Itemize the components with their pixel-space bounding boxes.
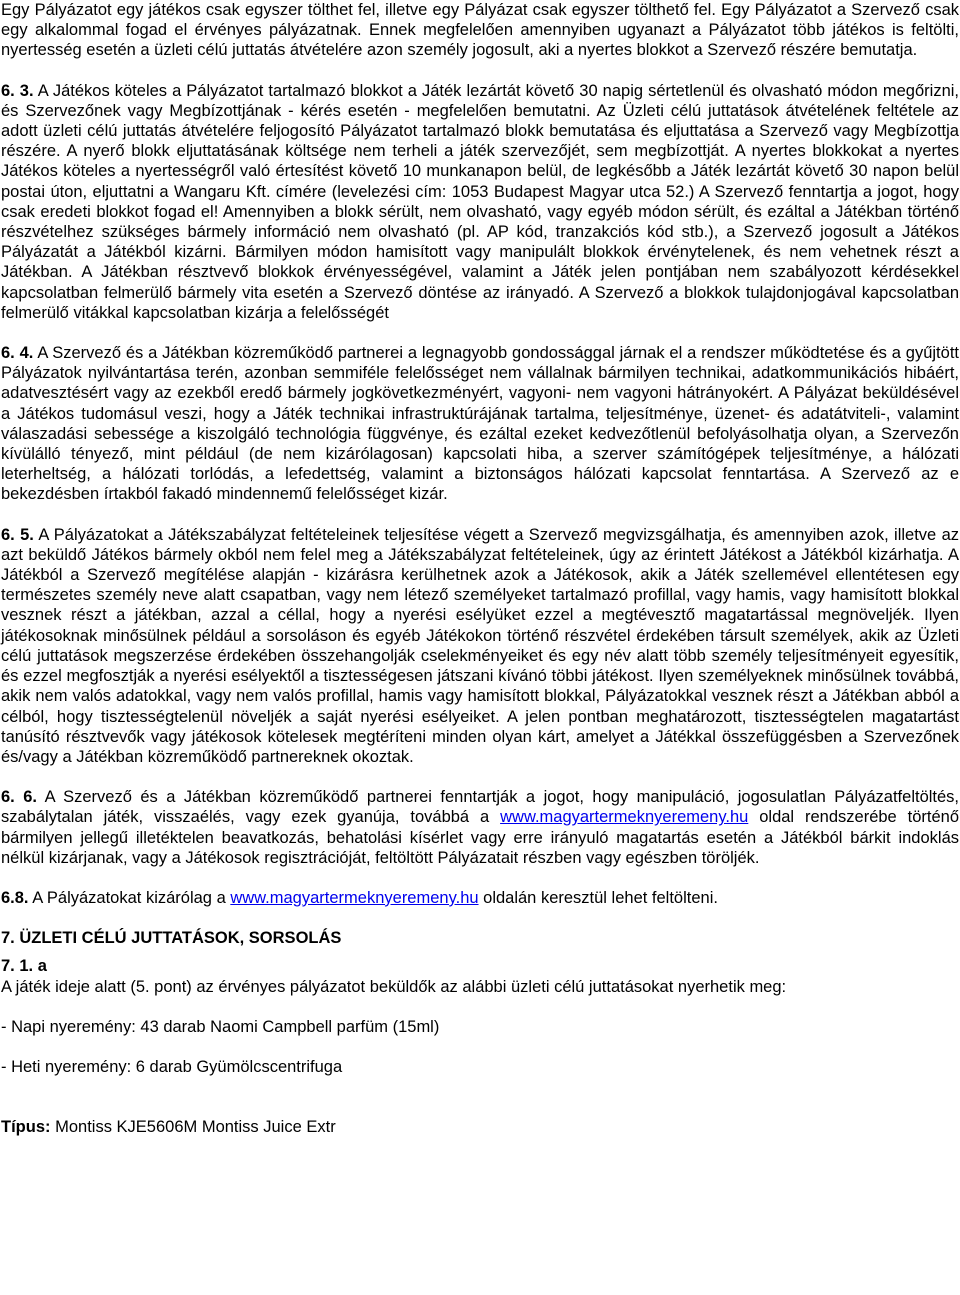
section-text: A Szervező és a Játékban közreműködő partnerei a legnagyobb gondossággal járnak el a rendszer működtetése és a gyűjtött Pályázatok nyilvántartása terén, azonban semmiféle felelősséget nem vállalnak bármilyen technikai, adatkommunikációs hibáért, adatvesztésért vagy az ezekből eredő bármely jogkövetkezményért, vagyoni- nem vagyoni hátrányokért. A Pályázat beküldésével a Játékos tudomásul veszi, hogy a Játék technikai infrastruktúrájának tartalma, teljesítménye, üzenet- és adatátviteli-, valamint válaszadási sebessége a kiszolgáló technológia függvénye, és ezáltal ezeket kedvezőtlenül befolyásolhatja olyan, a Szervezőn kívülálló tényező, mint például (de nem kizárólagosan) kapcsolati hiba, a szerver számítógépek teljesítménye, a hálózati leterheltség, a hálózati torlódás, a lefedettség, valamint a biztonságos hálózati kapcsolat fenntartása. A Szervező az e bekezdésben írtakból fakadó mindennemű felelősséget kizár. bbox=[1, 344, 959, 504]
intro-paragraph: Egy Pályázatot egy játékos csak egyszer tölthet fel, illetve egy Pályázat csak egyszer tölthető fel. Egy Pályázatot a Szervező csak egy alkalommal fogad el érvényes pályázatnak. Ennek megfelelően amennyiben ugyanazt a Pályázatot több játékos is feltölti, nyertesség esetén a üzleti célú juttatás átvételére azon személy jogosult, aki a nyertes blokkot a Szervező részére bemutatja. bbox=[1, 1, 959, 60]
section-number: 6.8. bbox=[1, 888, 29, 907]
spacer bbox=[1, 61, 959, 81]
section-number: 6. 4. bbox=[1, 344, 34, 363]
section-text-after: oldal rendszerébe történő bármilyen jellegű illetéktelen beavatkozás, behatolási kísérlet vagy erre irányuló magatartás esetén a Játékból bárkit indoklás nélkül kizárjanak, vagy a Játékosok regisztrációját, feltöltött Pályázatait részben vagy egészben töröljék. bbox=[1, 808, 960, 867]
section-text-after: oldalán keresztül lehet feltölteni. bbox=[483, 888, 718, 907]
section-6-8 bbox=[1, 888, 959, 908]
section-text-before: A Szervező és a Játékban közreműködő partnerei fenntartják a jogot, hogy manipuláció, jogosulatlan Pályázatfeltöltés, szabálytalan játék, visszaélés, vagy ezek gyanúja, továbbá a bbox=[1, 788, 960, 827]
spacer bbox=[1, 505, 959, 525]
type-label: Típus: bbox=[1, 1118, 51, 1137]
website-link[interactable]: www.magyartermeknyeremeny.hu bbox=[230, 888, 479, 907]
section-text-before: A Pályázatokat kizárólag a bbox=[32, 888, 226, 907]
spacer bbox=[1, 323, 959, 343]
section-text: A Pályázatokat a Játékszabályzat feltételeinek teljesítése végett a Szervező megvizsgálhatja, és amennyiben azok, illetve az azt beküldő Játékos bármely okból nem felel meg a Játékszabályzat feltételeinek, úgy az érintett Játékost a Játékból kizárhatja. A Játékból a Szervező megítélése alapján - kizárásra kerülhetnek azok a Játékosok, akik a Játék szellemével ellentétesen egy természetes személy neve alatt csapatban, vagy nem létező személyeket tartalmazó profillal, vagy hamis, vagy hamisított blokkal vesznek részt a játékban, azzal a céllal, hogy a nyerési esélyüket ezzel a megtévesztő magatartással megnöveljék. Ilyen játékosoknak minősülnek például a sorsoláson és egyéb Játékokon történő részvétel érdekében társult személyek, akik az Üzleti célú juttatások megszerzése érdekében összehangolják cselekményeiket és egy név alatt több személy teljesítményeit egyesítik, és ezzel megfosztják a nyerési esélyektől a tisztességesen játszani kívánó többi játékost. Ilyen személyeknek minősülnek továbbá, akik nem valós adatokkal, vagy nem valós profillal, hamis vagy hamisított blokkal, Pályázatokkal vesznek részt a Játékban abból a célból, hogy tisztességtelenül növeljék a saját nyerési esélyeiket. A jelen pontban meghatározott, tisztességtelen magatartást tanúsító résztvevők vagy játékosok kötelesek megtéríteni minden olyan kárt, amelyet a Játékkal összefüggésben a Szervezőnek és/vagy a Játékban közreműködő partnereknek okoztak. bbox=[1, 525, 959, 766]
spacer bbox=[1, 767, 959, 787]
spacer bbox=[1, 1037, 959, 1057]
website-link[interactable]: www.magyartermeknyeremeny.hu bbox=[500, 808, 749, 827]
section-6-3 bbox=[1, 81, 959, 323]
spacer bbox=[1, 868, 959, 888]
spacer bbox=[1, 908, 959, 928]
spacer bbox=[1, 1077, 959, 1117]
section-number: 6. 6. bbox=[1, 788, 37, 807]
subsection-7-1-text: A játék ideje alatt (5. pont) az érvényes pályázatot beküldők az alábbi üzleti célú juttatásokat nyerhetik meg: bbox=[1, 977, 787, 996]
prize-daily: - Napi nyeremény: 43 darab Naomi Campbell parfüm (15ml) bbox=[1, 1017, 440, 1036]
prize-weekly: - Heti nyeremény: 6 darab Gyümölcscentrifuga bbox=[1, 1057, 343, 1076]
section-number: 6. 5. bbox=[1, 525, 34, 544]
spacer bbox=[1, 948, 959, 956]
section-6-4 bbox=[1, 343, 959, 505]
section-number: 6. 3. bbox=[1, 81, 34, 100]
subsection-7-1-heading: 7. 1. a bbox=[1, 957, 47, 976]
section-text: A Játékos köteles a Pályázatot tartalmazó blokkot a Játék lezártát követő 30 napig sértetlenül és olvasható módon megőrizni, és Szervezőnek vagy Megbízottjának - kérés esetén - megfelelően bemutatni. Az Üzleti célú juttatások átvételének feltétele az adott üzleti célú juttatás átvételére feljogosító Pályázatot tartalmazó blokk bemutatása és eljuttatása a Szervező vagy Megbízottja részére. A nyerő blokk eljuttatásának költsége nem terheli a játék szervezőjét, sem megbízottját. A nyertes blokkokat a nyertes Játékos köteles a nyertességről való értesítést követő 10 munkanapon belül, de legkésőbb a Játék lezártát követő 30 napon belül postai úton, eljuttatni a Wangaru Kft. címére (levelezési cím: 1053 Budapest Magyar utca 52.) A Szervező fenntartja a jogot, hogy csak eredeti blokkot fogad el! Amennyiben a blokk sérült, nem olvasható, vagy egyéb módon sérült, és ezáltal a Játékban történő részvételhez szükséges bármely információ nem olvasható (pl. AP kód, tranzakciós kód stb.), a Szervező jogosult a Játékos Pályázatát a Játékból kizárni. Bármilyen módon hamisított vagy manipulált blokkok érvénytelenek, és nem vehetnek részt a Játékban. A Játékban résztvevő blokkok érvényességével, valamint a Játék jelen pontjában nem szabályozott kérdésekkel kapcsolatban felmerülő bármely vita esetén a Szervező döntése az irányadó. A Szervező a blokkok tulajdonjogával kapcsolatban felmerülő vitákkal kapcsolatban kizárja a felelősségét bbox=[1, 81, 960, 322]
type-value: Montiss KJE5606M Montiss Juice Extr bbox=[55, 1118, 336, 1137]
prize-type bbox=[1, 1117, 959, 1137]
section-6-5 bbox=[1, 525, 959, 767]
section-6-6 bbox=[1, 787, 959, 868]
spacer bbox=[1, 997, 959, 1017]
section-7-heading: 7. ÜZLETI CÉLÚ JUTTATÁSOK, SORSOLÁS bbox=[1, 929, 342, 948]
